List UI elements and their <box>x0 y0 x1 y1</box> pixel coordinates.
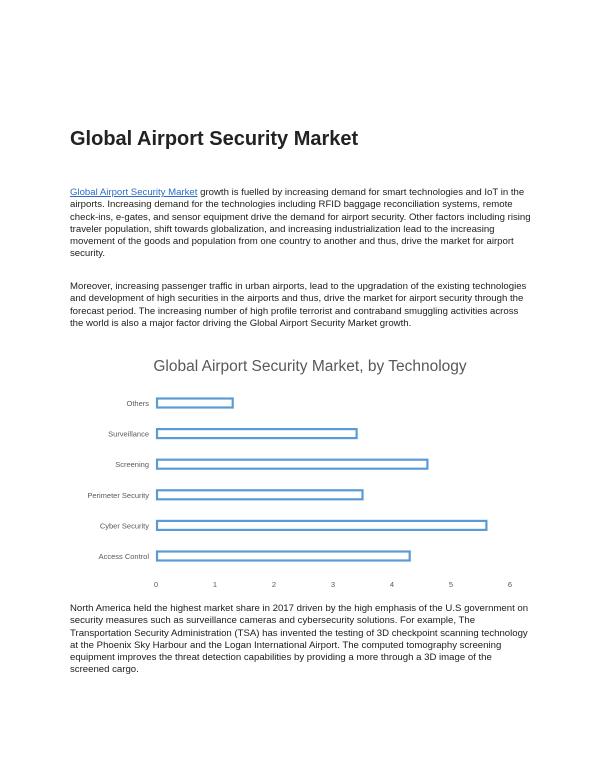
category-label: Screening <box>115 460 149 470</box>
x-tick-label: 1 <box>212 580 218 589</box>
x-tick-label: 3 <box>330 580 336 589</box>
bar <box>157 429 357 438</box>
bar <box>157 490 363 499</box>
technology-bar-chart <box>70 346 530 592</box>
category-label: Cyber Security <box>99 521 149 531</box>
bars-layer <box>87 399 512 590</box>
north-america-paragraph: North America held the highest market share in 2017 driven by the high emphasis of the U.S government on security measures such as surveillance cameras and cybersecurity solutions. For example, The Transportation Security Administration (TSA) has invented the testing of 3D checkpoint scanning technology at the Phoenix Sky Harbour and the Logan International Airport. The computed tomography screening equipment improves the threat detection capabilities by providing a more through a 3D image of the screened cargo. <box>70 603 529 676</box>
chart-title: Global Airport Security Market, by Technology <box>153 358 467 375</box>
page-title: Global Airport Security Market <box>70 128 359 150</box>
x-tick-label: 2 <box>271 580 277 589</box>
bar <box>157 521 486 530</box>
category-label: Perimeter Security <box>87 490 149 500</box>
intro-paragraph <box>70 187 532 261</box>
x-tick-label: 6 <box>507 580 513 589</box>
market-link[interactable]: Global Airport Security Market <box>70 187 198 198</box>
x-tick-label: 5 <box>448 580 454 589</box>
category-label: Access Control <box>98 552 149 561</box>
bar <box>157 460 427 469</box>
bar <box>157 399 233 408</box>
drivers-paragraph: Moreover, increasing passenger traffic in urban airports, lead to the upgradation of the existing technologies and development of high securities in the airports and thus, drive the market for airport security through the forecast period. The increasing number of high profile terrorist and contraband smuggling activities across the world is also a major factor driving the Global Airport Security Market growth. <box>70 281 527 329</box>
x-tick-label: 0 <box>153 580 159 589</box>
category-label: Others <box>126 399 149 408</box>
category-label: Surveillance <box>108 429 149 439</box>
x-tick-label: 4 <box>389 580 395 589</box>
intro-text: growth is fuelled by increasing demand for smart technologies and IoT in the airports. Increasing demand for the technologies including RFID baggage reconciliation systems, remote check-ins, e-gates, and sensor equipment drive the demand for airport security. Other factors including rising traveler population, shift towards globalization, and increasing industrialization lead to the increasing movement of the goods and population from one country to another and thus, drive the market for airport security. <box>70 187 531 260</box>
bar <box>157 552 410 561</box>
